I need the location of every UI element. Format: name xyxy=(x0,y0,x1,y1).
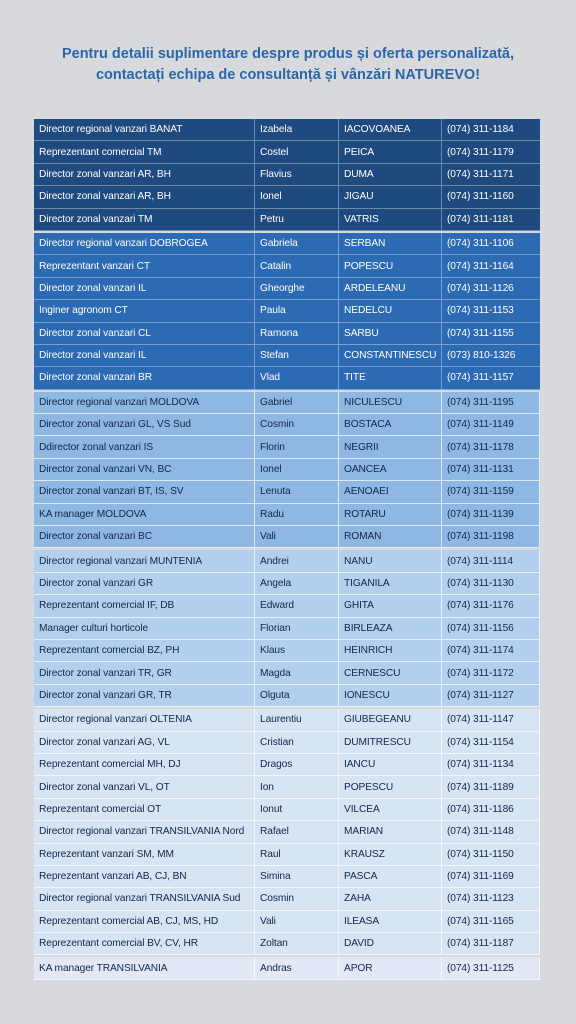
first-name-cell: Rafael xyxy=(255,821,339,842)
table-row xyxy=(34,957,540,979)
last-name-cell: IANCU xyxy=(339,754,442,775)
role-cell: Reprezentant comercial OT xyxy=(34,799,255,820)
table-row xyxy=(34,278,540,300)
last-name-cell: NANU xyxy=(339,550,442,571)
phone-cell: (074) 311-1154 xyxy=(442,732,540,753)
phone-cell: (074) 311-1176 xyxy=(442,595,540,616)
role-cell: Director regional vanzari OLTENIA xyxy=(34,709,255,730)
first-name-cell: Costel xyxy=(255,141,339,162)
phone-cell: (074) 311-1155 xyxy=(447,327,514,339)
phone-cell: (074) 311-1189 xyxy=(442,776,540,797)
table-row xyxy=(34,119,540,141)
last-name-cell: BIRLEAZA xyxy=(339,618,442,639)
role-cell: Reprezentant comercial AB, CJ, MS, HD xyxy=(34,911,255,932)
last-name-cell: IONESCU xyxy=(339,685,442,706)
last-name-cell: HEINRICH xyxy=(339,640,442,661)
role-cell: Director zonal vanzari BC xyxy=(34,526,255,547)
phone-cell: (074) 311-1179 xyxy=(447,146,514,158)
phone-cell: (074) 311-1131 xyxy=(442,459,540,480)
table-row xyxy=(34,323,540,345)
table-row xyxy=(34,164,540,186)
first-name-cell: Laurentiu xyxy=(255,709,339,730)
role-cell: Director zonal vanzari IL xyxy=(34,278,255,299)
phone-cell: (074) 311-1187 xyxy=(442,933,540,954)
table-row xyxy=(34,685,540,707)
table-row xyxy=(34,459,540,481)
role-cell: Director zonal vanzari GR xyxy=(34,573,255,594)
first-name-cell: Florian xyxy=(255,618,339,639)
role-cell: KA manager MOLDOVA xyxy=(34,504,255,525)
phone-cell: (074) 311-1125 xyxy=(442,957,540,978)
role-cell: Reprezentant comercial TM xyxy=(34,141,255,162)
role-cell: Reprezentant comercial BZ, PH xyxy=(34,640,255,661)
last-name-cell: SERBAN xyxy=(339,233,442,254)
last-name-cell: VATRIS xyxy=(339,209,442,230)
phone-cell: (074) 311-1165 xyxy=(442,911,540,932)
first-name-cell: Izabela xyxy=(255,119,339,140)
last-name-cell: AENOAEI xyxy=(339,481,442,502)
first-name-cell: Gheorghe xyxy=(255,278,339,299)
phone-cell: (074) 311-1184 xyxy=(447,124,514,136)
first-name-cell: Florin xyxy=(255,436,339,457)
first-name-cell: Stefan xyxy=(255,345,339,366)
role-cell: Director zonal vanzari GL, VS Sud xyxy=(34,414,255,435)
table-row xyxy=(34,209,540,231)
role-cell: Director zonal vanzari VN, BC xyxy=(34,459,255,480)
phone-cell: (074) 311-1123 xyxy=(442,888,540,909)
region-section xyxy=(34,957,540,979)
last-name-cell: MARIAN xyxy=(339,821,442,842)
first-name-cell: Vlad xyxy=(255,367,339,388)
table-row xyxy=(34,414,540,436)
table-row xyxy=(34,709,540,731)
first-name-cell: Gabriela xyxy=(255,233,339,254)
first-name-cell: Ionut xyxy=(255,799,339,820)
phone-cell: (074) 311-1134 xyxy=(442,754,540,775)
role-cell: Director zonal vanzari AG, VL xyxy=(34,732,255,753)
first-name-cell: Petru xyxy=(255,209,339,230)
phone-cell: (074) 311-1159 xyxy=(442,481,540,502)
table-row xyxy=(34,618,540,640)
role-cell: Director regional vanzari TRANSILVANIA Sud xyxy=(34,888,255,909)
header-text xyxy=(0,44,576,86)
last-name-cell: ILEASA xyxy=(339,911,442,932)
last-name-cell: TITE xyxy=(339,367,442,388)
last-name-cell: GIUBEGEANU xyxy=(339,709,442,730)
phone-cell: (074) 311-1198 xyxy=(442,526,540,547)
role-cell: Director zonal vanzari IL xyxy=(34,345,255,366)
role-cell: Director zonal vanzari GR, TR xyxy=(34,685,255,706)
first-name-cell: Flavius xyxy=(255,164,339,185)
contacts-table xyxy=(34,119,540,980)
role-cell: Director zonal vanzari BR xyxy=(34,367,255,388)
table-row xyxy=(34,436,540,458)
role-cell: Director regional vanzari BANAT xyxy=(34,119,255,140)
role-cell: Director zonal vanzari AR, BH xyxy=(34,186,255,207)
last-name-cell: DUMITRESCU xyxy=(339,732,442,753)
table-row xyxy=(34,844,540,866)
first-name-cell: Raul xyxy=(255,844,339,865)
phone-cell: (074) 311-1157 xyxy=(447,372,514,384)
role-cell: Manager culturi horticole xyxy=(34,618,255,639)
role-cell: Ddirector zonal vanzari IS xyxy=(34,436,255,457)
first-name-cell: Gabriel xyxy=(255,392,339,413)
role-cell: Reprezentant comercial IF, DB xyxy=(34,595,255,616)
phone-cell: (074) 311-1181 xyxy=(447,213,514,225)
last-name-cell: NEDELCU xyxy=(339,300,442,321)
region-section xyxy=(34,709,540,955)
role-cell: Reprezentant comercial MH, DJ xyxy=(34,754,255,775)
table-row xyxy=(34,866,540,888)
first-name-cell: Dragos xyxy=(255,754,339,775)
table-row xyxy=(34,300,540,322)
first-name-cell: Olguta xyxy=(255,685,339,706)
last-name-cell: ARDELEANU xyxy=(339,278,442,299)
last-name-cell: POPESCU xyxy=(339,776,442,797)
table-row xyxy=(34,233,540,255)
phone-cell: (073) 810-1326 xyxy=(447,350,516,362)
last-name-cell: PASCA xyxy=(339,866,442,887)
phone-cell: (074) 311-1156 xyxy=(442,618,540,639)
first-name-cell: Edward xyxy=(255,595,339,616)
table-row xyxy=(34,732,540,754)
first-name-cell: Klaus xyxy=(255,640,339,661)
table-row xyxy=(34,595,540,617)
last-name-cell: DAVID xyxy=(339,933,442,954)
table-row xyxy=(34,662,540,684)
region-section xyxy=(34,119,540,231)
table-row xyxy=(34,345,540,367)
phone-cell: (074) 311-1178 xyxy=(442,436,540,457)
last-name-cell: CONSTANTINESCU xyxy=(339,345,442,366)
table-row xyxy=(34,640,540,662)
last-name-cell: JIGAU xyxy=(339,186,442,207)
role-cell: Director zonal vanzari VL, OT xyxy=(34,776,255,797)
first-name-cell: Catalin xyxy=(255,255,339,276)
role-cell: Director regional vanzari MUNTENIA xyxy=(34,550,255,571)
table-row xyxy=(34,933,540,955)
role-cell: Director zonal vanzari CL xyxy=(34,323,255,344)
phone-cell: (074) 311-1174 xyxy=(442,640,540,661)
last-name-cell: NEGRII xyxy=(339,436,442,457)
region-section xyxy=(34,233,540,390)
last-name-cell: IACOVOANEA xyxy=(339,119,442,140)
role-cell: Director zonal vanzari TM xyxy=(34,209,255,230)
table-row xyxy=(34,392,540,414)
last-name-cell: GHITA xyxy=(339,595,442,616)
role-cell: Inginer agronom CT xyxy=(34,300,255,321)
table-row xyxy=(34,186,540,208)
phone-cell: (074) 311-1114 xyxy=(442,550,540,571)
role-cell: Reprezentant vanzari SM, MM xyxy=(34,844,255,865)
last-name-cell: NICULESCU xyxy=(339,392,442,413)
first-name-cell: Cristian xyxy=(255,732,339,753)
role-cell: Director zonal vanzari AR, BH xyxy=(34,164,255,185)
phone-cell: (074) 311-1147 xyxy=(442,709,540,730)
first-name-cell: Cosmin xyxy=(255,888,339,909)
role-cell: Director zonal vanzari TR, GR xyxy=(34,662,255,683)
last-name-cell: DUMA xyxy=(339,164,442,185)
table-row xyxy=(34,526,540,548)
phone-cell: (074) 311-1148 xyxy=(442,821,540,842)
last-name-cell: OANCEA xyxy=(339,459,442,480)
first-name-cell: Simina xyxy=(255,866,339,887)
first-name-cell: Ionel xyxy=(255,186,339,207)
last-name-cell: APOR xyxy=(339,957,442,978)
first-name-cell: Ramona xyxy=(255,323,339,344)
phone-cell: (074) 311-1164 xyxy=(447,260,514,272)
phone-cell: (074) 311-1106 xyxy=(447,238,514,250)
table-row xyxy=(34,821,540,843)
table-row xyxy=(34,481,540,503)
last-name-cell: ROTARU xyxy=(339,504,442,525)
first-name-cell: Ionel xyxy=(255,459,339,480)
table-row xyxy=(34,367,540,389)
first-name-cell: Angela xyxy=(255,573,339,594)
first-name-cell: Magda xyxy=(255,662,339,683)
first-name-cell: Vali xyxy=(255,526,339,547)
phone-cell: (074) 311-1160 xyxy=(447,191,514,203)
table-row xyxy=(34,776,540,798)
last-name-cell: VILCEA xyxy=(339,799,442,820)
last-name-cell: PEICA xyxy=(339,141,442,162)
phone-cell: (074) 311-1130 xyxy=(442,573,540,594)
table-row xyxy=(34,141,540,163)
phone-cell: (074) 311-1172 xyxy=(442,662,540,683)
table-row xyxy=(34,550,540,572)
phone-cell: (074) 311-1126 xyxy=(447,282,514,294)
phone-cell: (074) 311-1171 xyxy=(447,168,514,180)
last-name-cell: SARBU xyxy=(339,323,442,344)
region-section xyxy=(34,392,540,549)
role-cell: Reprezentant vanzari AB, CJ, BN xyxy=(34,866,255,887)
table-row xyxy=(34,888,540,910)
first-name-cell: Zoltan xyxy=(255,933,339,954)
header-line-2: contactați echipa de consultanță și vânzări NATUREVO! xyxy=(95,67,481,83)
region-section xyxy=(34,550,540,707)
first-name-cell: Cosmin xyxy=(255,414,339,435)
table-row xyxy=(34,754,540,776)
phone-cell: (074) 311-1186 xyxy=(442,799,540,820)
phone-cell: (074) 311-1149 xyxy=(442,414,540,435)
role-cell: Director regional vanzari TRANSILVANIA Nord xyxy=(34,821,255,842)
table-row xyxy=(34,911,540,933)
last-name-cell: CERNESCU xyxy=(339,662,442,683)
first-name-cell: Vali xyxy=(255,911,339,932)
last-name-cell: POPESCU xyxy=(339,255,442,276)
first-name-cell: Andras xyxy=(255,957,339,978)
last-name-cell: ROMAN xyxy=(339,526,442,547)
first-name-cell: Andrei xyxy=(255,550,339,571)
last-name-cell: TIGANILA xyxy=(339,573,442,594)
role-cell: Director zonal vanzari BT, IS, SV xyxy=(34,481,255,502)
last-name-cell: KRAUSZ xyxy=(339,844,442,865)
first-name-cell: Radu xyxy=(255,504,339,525)
first-name-cell: Lenuta xyxy=(255,481,339,502)
phone-cell: (074) 311-1150 xyxy=(442,844,540,865)
last-name-cell: ZAHA xyxy=(339,888,442,909)
table-row xyxy=(34,799,540,821)
phone-cell: (074) 311-1153 xyxy=(447,305,514,317)
role-cell: KA manager TRANSILVANIA xyxy=(34,957,255,978)
header-line-1: Pentru detalii suplimentare despre produs și oferta personalizată, xyxy=(61,46,515,62)
phone-cell: (074) 311-1169 xyxy=(442,866,540,887)
table-row xyxy=(34,573,540,595)
role-cell: Reprezentant comercial BV, CV, HR xyxy=(34,933,255,954)
role-cell: Director regional vanzari DOBROGEA xyxy=(34,233,255,254)
first-name-cell: Paula xyxy=(255,300,339,321)
phone-cell: (074) 311-1195 xyxy=(442,392,540,413)
phone-cell: (074) 311-1127 xyxy=(442,685,540,706)
phone-cell: (074) 311-1139 xyxy=(442,504,540,525)
table-row xyxy=(34,504,540,526)
role-cell: Reprezentant vanzari CT xyxy=(34,255,255,276)
table-row xyxy=(34,255,540,277)
first-name-cell: Ion xyxy=(255,776,339,797)
last-name-cell: BOSTACA xyxy=(339,414,442,435)
role-cell: Director regional vanzari MOLDOVA xyxy=(34,392,255,413)
